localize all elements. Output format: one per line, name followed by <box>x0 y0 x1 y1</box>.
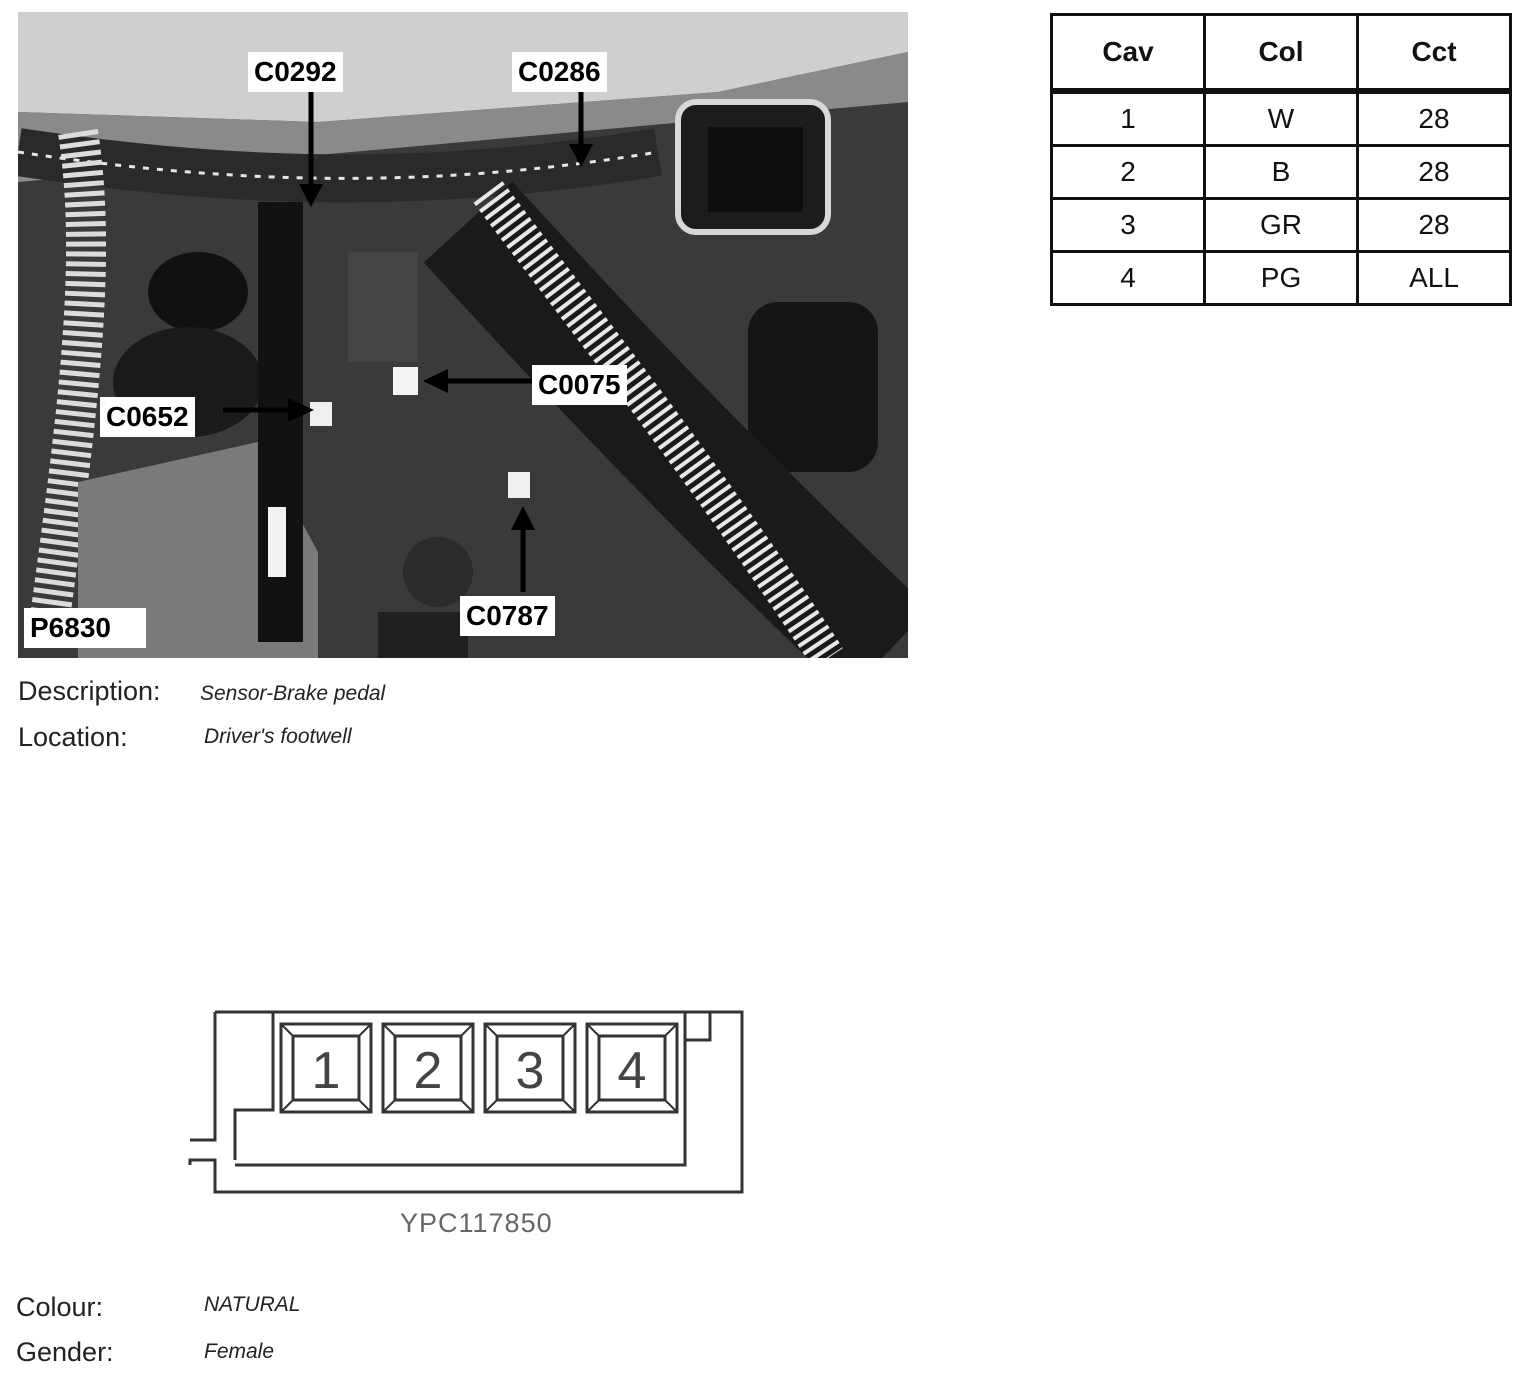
location-label: Location: <box>18 722 128 752</box>
gender-value: Female <box>204 1340 275 1363</box>
colour-value: NATURAL <box>204 1293 301 1316</box>
cell-col: PG <box>1205 252 1358 305</box>
cell-cct: 28 <box>1358 146 1511 199</box>
cell-cav: 1 <box>1052 91 1205 146</box>
cell-cav: 3 <box>1052 199 1205 252</box>
callout-c0292: C0292 <box>248 52 343 92</box>
callout-c0286: C0286 <box>512 52 607 92</box>
connector-face-diagram <box>185 1000 755 1210</box>
cell-cav: 4 <box>1052 252 1205 305</box>
cell-cct: 28 <box>1358 199 1511 252</box>
pin-label: 2 <box>413 1042 443 1100</box>
gender-label: Gender: <box>16 1337 114 1367</box>
location-value: Driver's footwell <box>204 725 352 748</box>
callout-c0652: C0652 <box>100 397 195 437</box>
connector-part-number: YPC117850 <box>400 1208 553 1238</box>
table-row <box>1052 252 1511 305</box>
cell-col: B <box>1205 146 1358 199</box>
pin-label: 3 <box>515 1042 545 1100</box>
cell-col: GR <box>1205 199 1358 252</box>
pin-label: 1 <box>311 1042 341 1100</box>
callout-c0787: C0787 <box>460 596 555 636</box>
colour-label: Colour: <box>16 1292 104 1322</box>
table-row <box>1052 199 1511 252</box>
photo-reference: P6830 <box>24 608 146 648</box>
table-header-row <box>1052 15 1511 92</box>
pinout-table <box>1050 13 1512 306</box>
header-col: Col <box>1205 15 1358 92</box>
cell-cct: ALL <box>1358 252 1511 305</box>
pin-label: 4 <box>617 1042 647 1100</box>
description-label: Description: <box>18 676 161 706</box>
callout-c0075: C0075 <box>532 365 627 405</box>
table-row <box>1052 146 1511 199</box>
description-value: Sensor-Brake pedal <box>200 682 386 705</box>
cell-col: W <box>1205 91 1358 146</box>
header-cct: Cct <box>1358 15 1511 92</box>
table-row <box>1052 91 1511 146</box>
cell-cav: 2 <box>1052 146 1205 199</box>
header-cav: Cav <box>1052 15 1205 92</box>
connector-location-photo <box>18 12 908 658</box>
cell-cct: 28 <box>1358 91 1511 146</box>
